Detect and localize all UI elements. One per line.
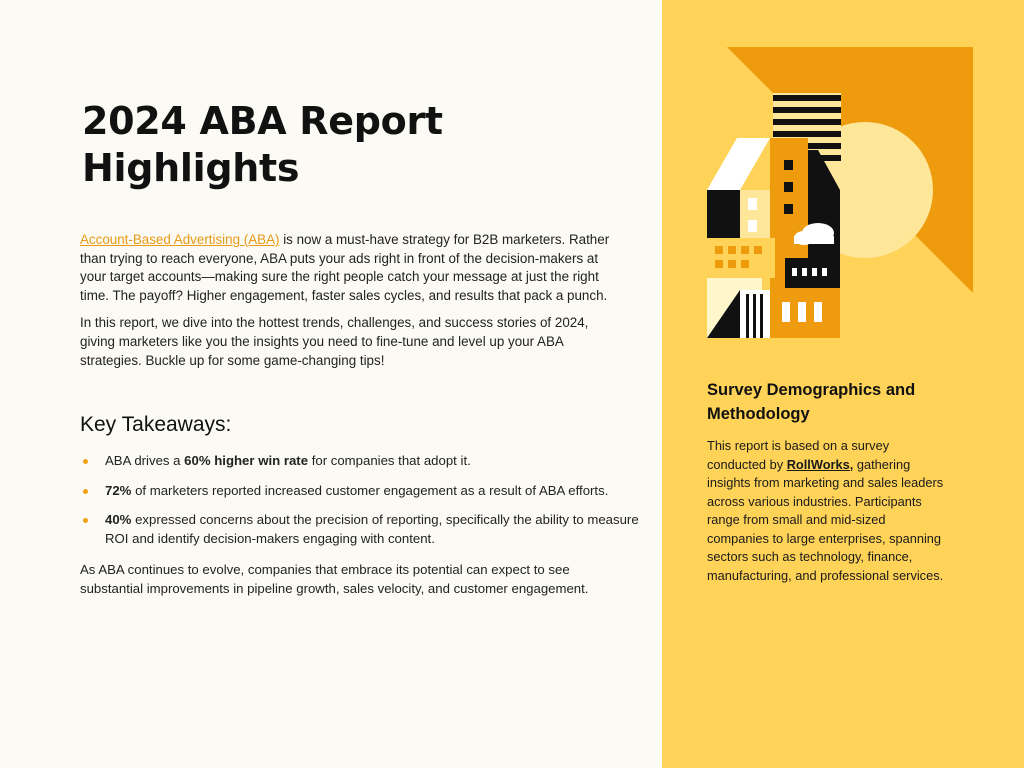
intro-paragraph-1 — [80, 231, 620, 305]
key-takeaways-list — [80, 452, 640, 559]
list-item-text: of marketers reported increased customer engagement as a result of ABA efforts. — [131, 482, 609, 498]
white-roof-building — [707, 138, 770, 238]
key-takeaways-heading: Key Takeaways: — [80, 413, 232, 436]
bottom-left-building — [707, 278, 770, 338]
list-item-highlight: 40% — [105, 512, 132, 528]
list-item — [80, 452, 640, 471]
rollworks-link[interactable]: RollWorks, — [786, 456, 854, 472]
survey-body-text: This report is based on a survey conducted by — [707, 438, 890, 472]
list-item-text: expressed concerns about the precision of reporting, specifically the ability to measure ROI and identify decision-makers engaging with content. — [105, 512, 639, 546]
aba-link[interactable]: Account-Based Advertising (ABA) — [80, 232, 280, 247]
list-item-highlight: 60% higher win rate — [184, 453, 309, 468]
list-item-text: ABA drives a — [105, 453, 185, 468]
mid-building — [707, 238, 775, 278]
city-buildings-illustration — [700, 40, 980, 340]
list-item — [80, 482, 640, 501]
survey-body-text: gathering insights from marketing and sales leaders across various industries. Participants range from small and mid-sized companies to large enterprises, spanning sectors such as technology, finance, manufacturing, and professional services. — [707, 456, 944, 583]
list-item-text: for companies that adopt it. — [308, 453, 471, 468]
closing-paragraph: As ABA continues to evolve, companies that embrace its potential can expect to see substantial improvements in pipeline growth, sales velocity, and customer engagement. — [80, 562, 589, 596]
survey-body — [707, 437, 947, 585]
list-item — [80, 511, 640, 548]
page-title: 2024 ABA Report Highlights — [82, 99, 443, 190]
intro-section — [80, 231, 620, 379]
intro-paragraph-2: In this report, we dive into the hottest trends, challenges, and success stories of 2024, giving marketers like you the insights you need to fine-tune and level up your ABA strategies. Buckle up for some game-changing tips! — [80, 315, 589, 368]
survey-heading: Survey Demographics and Methodology — [707, 381, 916, 423]
intro-paragraph-1-text: is now a must-have strategy for B2B marketers. Rather than trying to reach everyone, ABA puts your ads right in front of the decision-makers at your target accounts—making sure the right people catch your message at just the right time. The payoff? Higher engagement, faster sales cycles, and results that pack a punch. — [80, 232, 610, 303]
list-item-highlight: 72% — [105, 482, 132, 498]
